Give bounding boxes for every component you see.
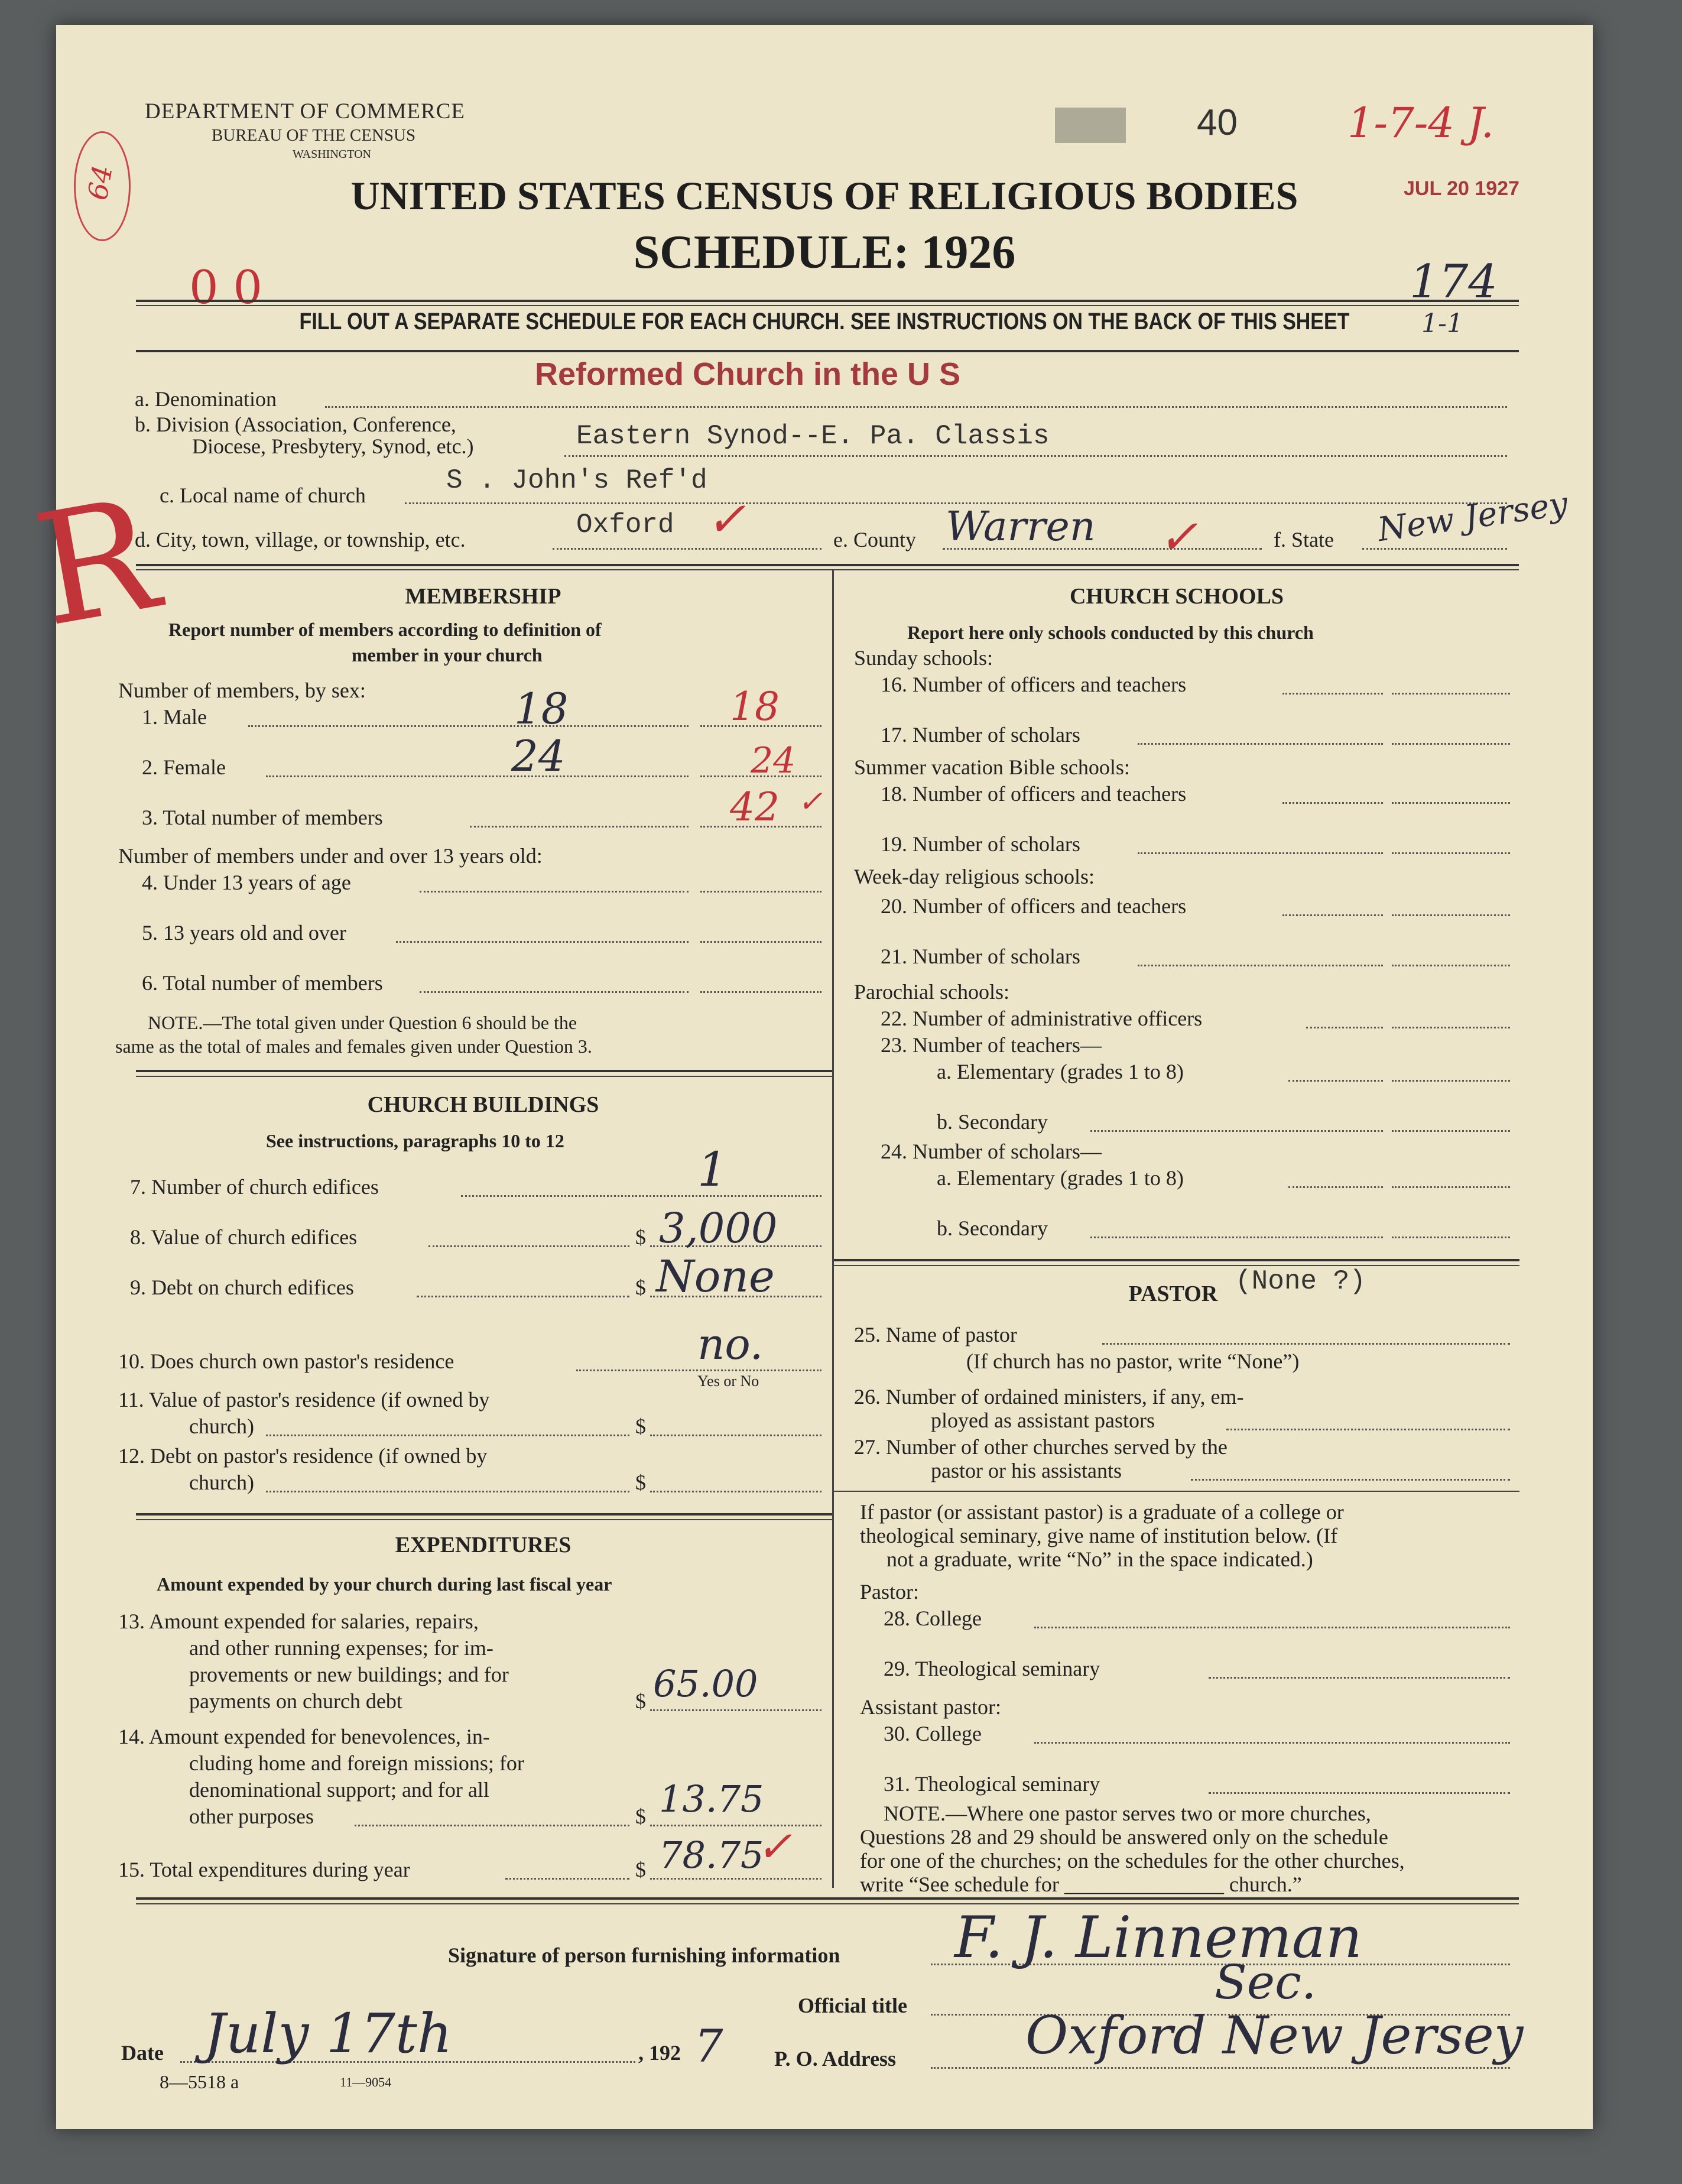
division-value: Eastern Synod--E. Pa. Classis (576, 421, 1050, 452)
rule-fields-1 (136, 564, 1519, 566)
q21-label: 21. Number of scholars (881, 945, 1080, 968)
circled-number: 64 (81, 163, 119, 203)
date-value: July 17th (204, 2002, 453, 2065)
q5-label: 5. 13 years old and over (142, 921, 346, 945)
q14-dollar: $ (635, 1805, 646, 1828)
q3-label: 3. Total number of members (142, 806, 383, 829)
county-tick-icon: ✓ (1158, 510, 1199, 564)
q27-label-1: 27. Number of other churches served by the (854, 1435, 1228, 1459)
q5-line-2 (700, 941, 821, 943)
membership-note-2: same as the total of males and females given under Question 3. (115, 1036, 592, 1057)
q16-line (1282, 693, 1383, 695)
q6-line-2 (700, 991, 821, 993)
city-value: Oxford (576, 510, 674, 540)
q22-line (1306, 1027, 1383, 1028)
q15-label: 15. Total expenditures during year (118, 1858, 410, 1881)
rule-membership-2 (136, 1076, 832, 1077)
q10-value: no. (697, 1319, 764, 1369)
instruction-line: FILL OUT A SEPARATE SCHEDULE FOR EACH CHURCH. SEE INSTRUCTIONS ON THE BACK OF THIS SHEET (299, 309, 1350, 335)
q19-line (1138, 852, 1383, 854)
rule-pastor-1 (834, 1491, 1519, 1492)
q1-red-value: 18 (730, 684, 780, 729)
q16-line-2 (1392, 693, 1510, 695)
q23b-line (1090, 1130, 1383, 1132)
division-label: b. Division (Association, Conference, (135, 413, 456, 436)
q23a-line (1288, 1080, 1383, 1082)
q23a-label: a. Elementary (grades 1 to 8) (937, 1060, 1184, 1083)
official-title-label: Official title (798, 1994, 907, 2017)
q10-label: 10. Does church own pastor's residence (118, 1349, 454, 1373)
q13-value: 65.00 (653, 1662, 758, 1705)
division-line (564, 455, 1507, 457)
q31-line (1209, 1792, 1510, 1794)
date-label: Date (121, 2041, 164, 2065)
q11-value-line (650, 1435, 821, 1436)
city-heading: WASHINGTON (293, 148, 371, 161)
q15-line (505, 1878, 629, 1880)
q15-dollar: $ (635, 1858, 646, 1881)
q30-line (1034, 1742, 1510, 1744)
census-form-sheet (24, 25, 1593, 2129)
pastor-note-3: for one of the churches; on the schedules for the other churches, (860, 1849, 1405, 1873)
assistant-sub-label: Assistant pastor: (860, 1695, 1001, 1719)
state-label: f. State (1274, 528, 1334, 551)
q26-label-2: ployed as assistant pastors (931, 1409, 1155, 1432)
denomination-stamp: Reformed Church in the U S (535, 356, 961, 392)
q22-label: 22. Number of administrative officers (881, 1007, 1203, 1030)
q25-label: 25. Name of pastor (854, 1323, 1017, 1346)
rule-schools-2 (834, 1265, 1519, 1266)
pastor-note-2: Questions 28 and 29 should be answered only on the schedule (860, 1825, 1388, 1849)
q11-label-1: 11. Value of pastor's residence (if owned by (118, 1388, 490, 1411)
membership-sub-1: Report number of members according to definition of (168, 619, 602, 640)
pastor-heading-note: (None ?) (1235, 1266, 1366, 1297)
denomination-label: a. Denomination (135, 387, 277, 411)
zero-marks: 0 0 (189, 261, 263, 314)
pastor-sub-label: Pastor: (860, 1580, 920, 1604)
q1-value: 18 (514, 684, 569, 734)
q1-line (248, 725, 689, 727)
year-value: 7 (694, 2020, 723, 2072)
church-name-label: c. Local name of church (160, 483, 366, 507)
rule-buildings-1 (136, 1513, 832, 1516)
q23a-line-2 (1392, 1080, 1510, 1082)
rule-top-3 (136, 350, 1519, 352)
parochial-label: Parochial schools: (854, 980, 1009, 1004)
q20-label: 20. Number of officers and teachers (881, 894, 1187, 918)
q17-line-2 (1392, 743, 1510, 745)
q26-line (1226, 1429, 1510, 1430)
q18-line (1282, 802, 1383, 804)
pastor-note-4: write “See schedule for _______________ church.” (860, 1873, 1302, 1896)
q7-line (461, 1195, 821, 1197)
q13-label-1: 13. Amount expended for salaries, repairs, (118, 1609, 479, 1633)
buildings-heading: CHURCH BUILDINGS (367, 1092, 599, 1117)
q2-red-value: 24 (751, 740, 796, 781)
print-code: 11—9054 (340, 2075, 392, 2089)
q25-hint: (If church has no pastor, write “None”) (966, 1349, 1300, 1373)
q24a-line-2 (1392, 1186, 1510, 1188)
form-number-stamp: 40 (1197, 102, 1238, 143)
q23b-label: b. Secondary (937, 1110, 1048, 1134)
q18-label: 18. Number of officers and teachers (881, 782, 1187, 806)
signature-label: Signature of person furnishing information (448, 1943, 840, 1967)
membership-sub-2: member in your church (352, 644, 543, 666)
q13-label-4: payments on church debt (189, 1689, 402, 1713)
q24b-line-2 (1392, 1237, 1510, 1238)
q12-dollar: $ (635, 1471, 646, 1494)
q30-label: 30. College (884, 1722, 982, 1745)
under-over-label: Number of members under and over 13 years old: (118, 844, 543, 868)
q25-line (1102, 1343, 1510, 1345)
q8-value: 3,000 (659, 1204, 778, 1252)
q14-label-3: denominational support; and for all (189, 1778, 489, 1802)
schools-sub: Report here only schools conducted by this church (907, 622, 1314, 643)
q18-line-2 (1392, 802, 1510, 804)
q8-label: 8. Value of church edifices (130, 1225, 358, 1249)
q9-value: None (656, 1251, 775, 1302)
q12-label-2: church) (189, 1471, 254, 1494)
q20-line-2 (1392, 914, 1510, 916)
q14-value-line (650, 1825, 821, 1826)
pastor-note-1: NOTE.—Where one pastor serves two or more churches, (884, 1802, 1371, 1825)
q14-label-2: cluding home and foreign missions; for (189, 1751, 524, 1775)
q3-line (470, 826, 689, 827)
city-tick-icon: ✓ (706, 492, 746, 547)
po-address-line (931, 2067, 1510, 2069)
q27-line (1191, 1479, 1510, 1481)
column-divider (832, 570, 834, 1888)
po-address-value: Oxford New Jersey (1025, 2005, 1524, 2066)
rule-buildings-2 (136, 1519, 832, 1520)
q27-label-2: pastor or his assistants (931, 1459, 1122, 1482)
received-date-stamp: JUL 20 1927 (1404, 177, 1519, 200)
expenditures-heading: EXPENDITURES (395, 1533, 572, 1557)
q1-label: 1. Male (142, 705, 207, 729)
top-right-code: 1-7-4 J. (1347, 99, 1495, 147)
q4-line (420, 891, 689, 893)
q19-label: 19. Number of scholars (881, 832, 1080, 856)
q28-label: 28. College (884, 1607, 982, 1630)
q6-line (420, 991, 689, 993)
graduate-note-1: If pastor (or assistant pastor) is a graduate of a college or (860, 1500, 1344, 1524)
sunday-label: Sunday schools: (854, 646, 993, 670)
q11-label-2: church) (189, 1414, 254, 1438)
county-line (943, 548, 1262, 550)
code-174: 174 (1410, 255, 1498, 309)
q15-value: 78.75 (659, 1833, 764, 1877)
church-name-value: S . John's Ref'd (446, 465, 707, 496)
q15-value-line (650, 1878, 821, 1880)
schools-heading: CHURCH SCHOOLS (1069, 584, 1284, 609)
q16-label: 16. Number of officers and teachers (881, 673, 1187, 696)
po-address-label: P. O. Address (774, 2047, 897, 2071)
q3-red-value: 42 (730, 784, 780, 830)
year-prefix: , 192 (638, 2041, 681, 2065)
by-sex-label: Number of members, by sex: (118, 679, 366, 702)
q24b-label: b. Secondary (937, 1216, 1048, 1240)
county-label: e. County (833, 528, 916, 551)
q26-label-1: 26. Number of ordained ministers, if any, em- (854, 1385, 1244, 1409)
r-mark: R (24, 465, 169, 661)
q15-tick-icon: ✓ (756, 1822, 793, 1871)
city-line (553, 548, 821, 550)
bureau-heading: BUREAU OF THE CENSUS (212, 126, 416, 145)
q14-value: 13.75 (659, 1777, 764, 1820)
official-title-value: Sec. (1215, 1955, 1317, 2010)
q12-label-1: 12. Debt on pastor's residence (if owned by (118, 1444, 488, 1468)
membership-note-1: NOTE.—The total given under Question 6 should be the (148, 1012, 577, 1033)
q21-line (1138, 965, 1383, 966)
q12-line (266, 1491, 629, 1492)
pastor-heading: PASTOR (1128, 1281, 1218, 1306)
graduate-note-3: not a graduate, write “No” in the space indicated.) (887, 1547, 1313, 1571)
q4-label: 4. Under 13 years of age (142, 871, 351, 894)
q8-dollar: $ (635, 1225, 646, 1249)
q14-line (355, 1825, 629, 1826)
q14-label-4: other purposes (189, 1805, 314, 1828)
q23b-line-2 (1392, 1130, 1510, 1132)
q2-label: 2. Female (142, 755, 226, 779)
q3-tick-icon: ✓ (798, 784, 823, 819)
q24a-line (1288, 1186, 1383, 1188)
q31-label: 31. Theological seminary (884, 1772, 1100, 1796)
code-1-1: 1-1 (1421, 309, 1463, 339)
q9-label: 9. Debt on church edifices (130, 1276, 354, 1299)
signature-value: F. J. Linneman (954, 1904, 1362, 1971)
q4-line-2 (700, 891, 821, 893)
form-code: 8—5518 a (160, 2071, 239, 2092)
department-heading: DEPARTMENT OF COMMERCE (145, 99, 465, 124)
q29-line (1209, 1677, 1510, 1679)
q24a-label: a. Elementary (grades 1 to 8) (937, 1166, 1184, 1190)
q28-line (1034, 1627, 1510, 1628)
division-label-2: Diocese, Presbytery, Synod, etc.) (192, 434, 474, 458)
q9-dollar: $ (635, 1276, 646, 1299)
q24b-line (1090, 1237, 1383, 1238)
state-line (1362, 548, 1507, 550)
rule-membership-1 (136, 1070, 832, 1072)
rule-schools-1 (834, 1259, 1519, 1261)
graduate-note-2: theological seminary, give name of institution below. (If (860, 1524, 1338, 1547)
rule-top-2 (136, 305, 1519, 306)
q13-label-2: and other running expenses; for im- (189, 1636, 493, 1660)
q13-value-line (650, 1709, 821, 1711)
q24-label: 24. Number of scholars— (881, 1140, 1102, 1163)
city-label: d. City, town, village, or township, etc. (135, 528, 466, 551)
q2-line (266, 775, 689, 777)
q17-line (1138, 743, 1383, 745)
q17-label: 17. Number of scholars (881, 723, 1080, 747)
q14-label-1: 14. Amount expended for benevolences, in- (118, 1725, 490, 1748)
q21-line-2 (1392, 965, 1510, 966)
q10-line (576, 1370, 821, 1371)
q7-value: 1 (697, 1142, 728, 1197)
summer-label: Summer vacation Bible schools: (854, 755, 1130, 779)
q10-hint: Yes or No (697, 1372, 759, 1390)
q5-line (396, 941, 689, 943)
q23-label: 23. Number of teachers— (881, 1033, 1102, 1057)
q19-line-2 (1392, 852, 1510, 854)
q7-label: 7. Number of church edifices (130, 1175, 379, 1199)
rule-fields-2 (136, 569, 1519, 570)
q6-label: 6. Total number of members (142, 971, 383, 995)
denomination-line (325, 406, 1507, 408)
q13-label-3: provements or new buildings; and for (189, 1663, 509, 1686)
rule-top-1 (136, 300, 1519, 302)
form-title: UNITED STATES CENSUS OF RELIGIOUS BODIES (350, 173, 1298, 218)
q22-line-2 (1392, 1027, 1510, 1028)
county-value: Warren (946, 504, 1096, 550)
q9-line (417, 1296, 629, 1297)
q29-label: 29. Theological seminary (884, 1657, 1100, 1680)
q11-dollar: $ (635, 1414, 646, 1438)
q8-line (428, 1245, 629, 1247)
q12-value-line (650, 1491, 821, 1492)
q11-line (266, 1435, 629, 1436)
rule-bottom-1 (136, 1897, 1519, 1900)
buildings-sub: See instructions, paragraphs 10 to 12 (266, 1130, 564, 1151)
expenditures-sub: Amount expended by your church during last fiscal year (157, 1573, 612, 1595)
q20-line (1282, 914, 1383, 916)
weekday-label: Week-day religious schools: (854, 865, 1095, 888)
form-schedule: SCHEDULE: 1926 (633, 226, 1016, 278)
membership-heading: MEMBERSHIP (405, 584, 561, 609)
q13-dollar: $ (635, 1689, 646, 1713)
q2-value: 24 (511, 731, 566, 781)
stamp-mark-icon (1055, 108, 1126, 143)
state-value: New Jersey (1375, 484, 1570, 550)
